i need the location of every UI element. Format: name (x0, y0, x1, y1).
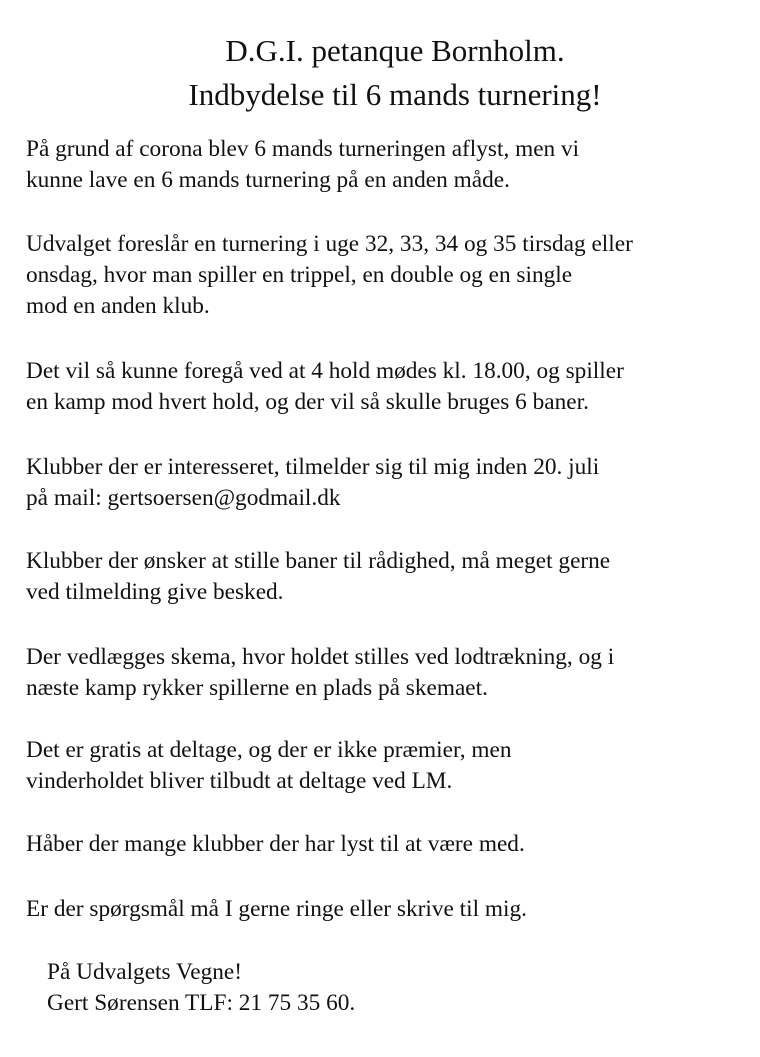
paragraph-line: Det vil så kunne foregå ved at 4 hold mødes kl. 18.00, og spiller (26, 358, 624, 384)
paragraph-scheme (26, 642, 756, 704)
paragraph-line: Er der spørgsmål må I gerne ringe eller skrive til mig. (26, 896, 527, 922)
paragraph-line: på mail: gertsoersen@godmail.dk (26, 485, 341, 511)
document-title: D.G.I. petanque Bornholm. (225, 33, 565, 68)
paragraph-line: næste kamp rykker spillerne en plads på skemaet. (26, 675, 488, 701)
document-subtitle: Indbydelse til 6 mands turnering! (188, 77, 602, 112)
paragraph-line: vinderholdet bliver tilbudt at deltage ved LM. (26, 768, 453, 794)
paragraph-questions (26, 894, 756, 925)
paragraph-line: onsdag, hvor man spiller en trippel, en double og en single (26, 262, 573, 288)
paragraph-line: Klubber der ønsker at stille baner til rådighed, må meget gerne (26, 548, 611, 574)
paragraph-line: Der vedlægges skema, hvor holdet stilles ved lodtrækning, og i (26, 644, 615, 670)
paragraph-line: På grund af corona blev 6 mands turneringen aflyst, men vi (26, 136, 580, 162)
paragraph-line: Håber der mange klubber der har lyst til at være med. (26, 831, 525, 857)
paragraph-hope (26, 829, 756, 860)
paragraph-line: Klubber der er interesseret, tilmelder sig til mig inden 20. juli (26, 454, 600, 480)
paragraph-line: kunne lave en 6 mands turnering på en anden måde. (26, 167, 510, 193)
paragraph-line: mod en anden klub. (26, 293, 210, 319)
signature-block (47, 957, 760, 1019)
paragraph-courts (26, 546, 756, 608)
signature-contact: Gert Sørensen TLF: 21 75 35 60. (47, 990, 356, 1016)
paragraph-registration (26, 452, 756, 514)
paragraph-prizes (26, 735, 756, 797)
signature-line: På Udvalgets Vegne! (47, 959, 242, 985)
paragraph-line: Udvalget foreslår en turnering i uge 32, 33, 34 og 35 tirsdag eller (26, 231, 633, 257)
paragraph-corona (26, 134, 756, 196)
paragraph-proposal (26, 229, 756, 322)
paragraph-line: Det er gratis at deltage, og der er ikke præmier, men (26, 737, 512, 763)
paragraph-line: ved tilmelding give besked. (26, 579, 284, 605)
paragraph-schedule (26, 356, 756, 418)
paragraph-line: en kamp mod hvert hold, og der vil så skulle bruges 6 baner. (26, 389, 589, 415)
